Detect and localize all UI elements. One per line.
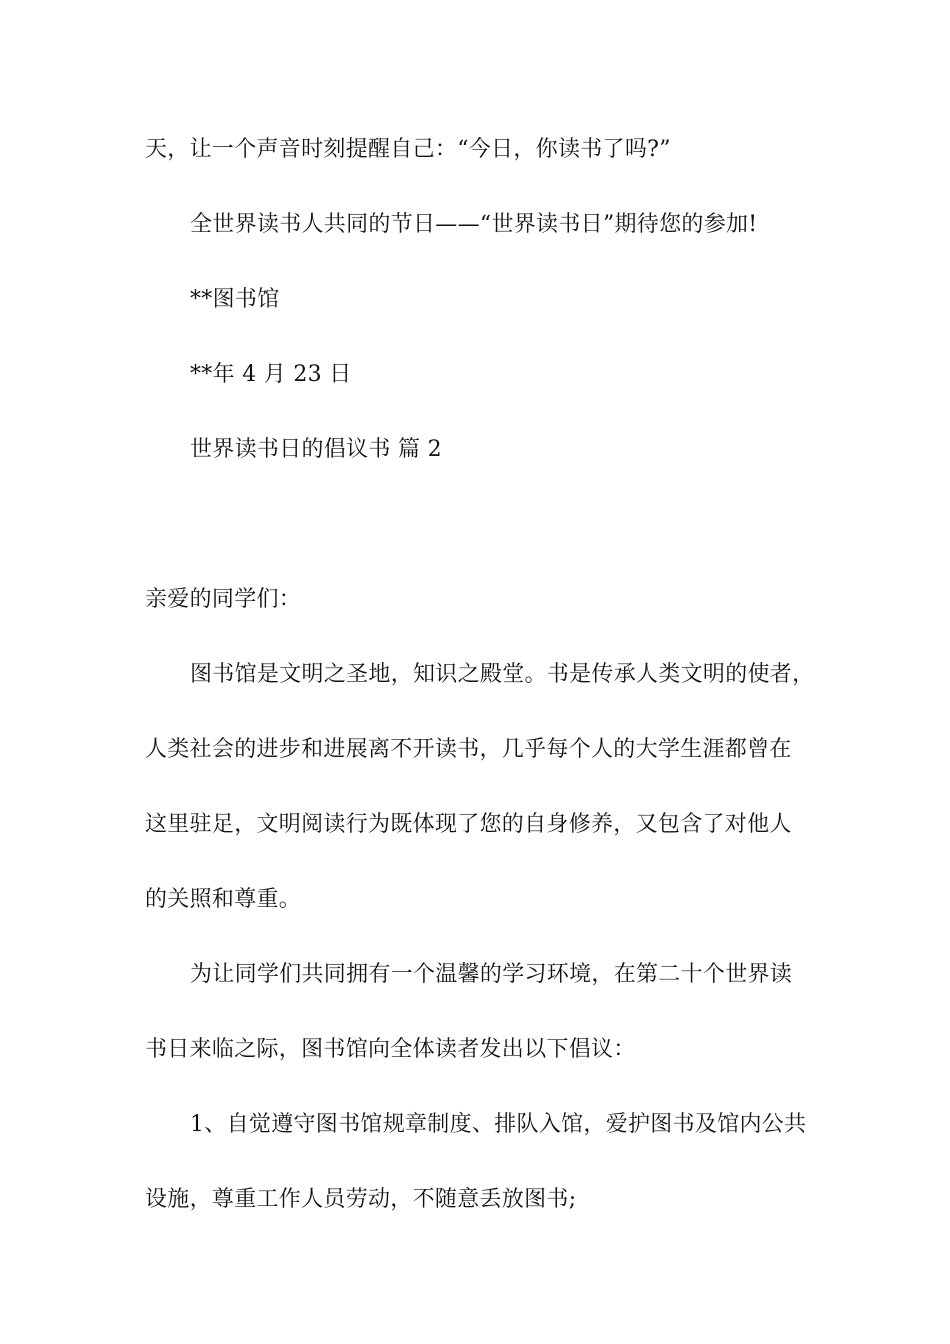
section-title: 世界读书日的倡议书 篇 2 xyxy=(190,437,442,462)
paragraph-line: 天，让一个声音时刻提醒自己：“今日，你读书了吗?” xyxy=(145,137,671,162)
paragraph-line: 为让同学们共同拥有一个温馨的学习环境，在第二十个世界读 xyxy=(190,962,793,987)
signature-date: **年 4 月 23 日 xyxy=(190,362,352,387)
paragraph-line: 人类社会的进步和进展离不开读书，几乎每个人的大学生涯都曾在 xyxy=(145,737,792,762)
paragraph-line: 图书馆是文明之圣地，知识之殿堂。书是传承人类文明的使者， xyxy=(190,662,815,687)
paragraph-line: 全世界读书人共同的节日——“世界读书日”期待您的参加! xyxy=(190,212,758,237)
list-item-line: 设施，尊重工作人员劳动，不随意丢放图书; xyxy=(145,1187,577,1212)
paragraph-line: 的关照和尊重。 xyxy=(145,887,302,912)
salutation: 亲爱的同学们： xyxy=(145,587,302,612)
paragraph-line: 这里驻足，文明阅读行为既体现了您的自身修养，又包含了对他人 xyxy=(145,812,792,837)
signature-library: **图书馆 xyxy=(190,287,280,312)
list-item-line: 1、自觉遵守图书馆规章制度、排队入馆，爱护图书及馆内公共 xyxy=(190,1112,807,1137)
paragraph-line: 书日来临之际，图书馆向全体读者发出以下倡议： xyxy=(145,1037,636,1062)
